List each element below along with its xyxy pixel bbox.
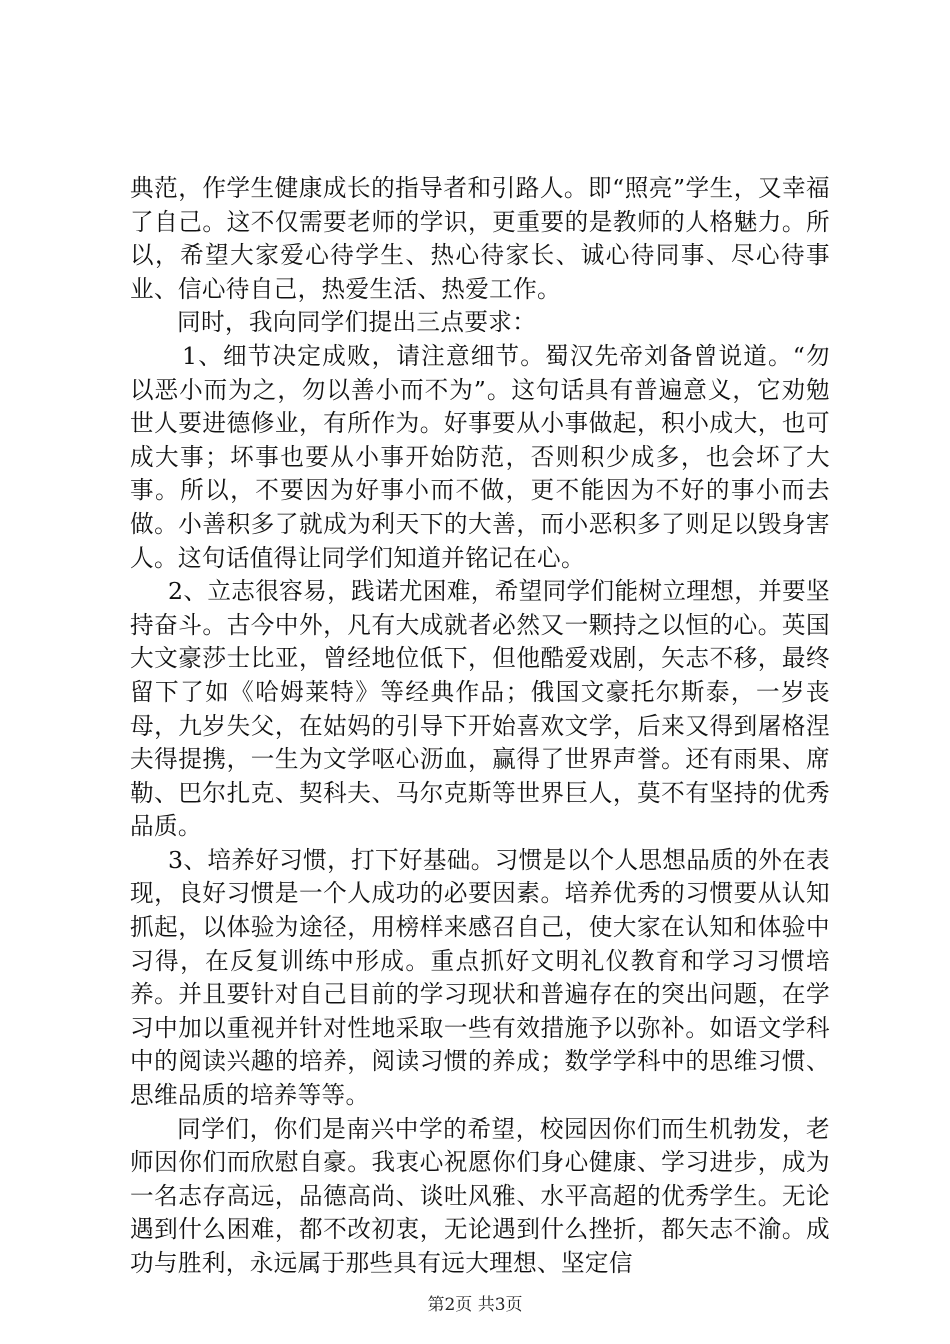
page-number-footer: 第2页 共3页 (427, 1295, 523, 1315)
paragraph-closing: 同学们，你们是南兴中学的希望，校园因你们而生机勃发，老师因你们而欣慰自豪。我衷心祝愿你们身心健康、学习进步，成为一名志存高远，品德高尚、谈吐风雅、水平高超的优秀学生。无论遇到什么困难，都不改初衷，无论遇到什么挫折，都矢志不渝。成功与胜利，永远属于那些具有远大理想、坚定信 (130, 1114, 830, 1277)
document-body (130, 172, 830, 1281)
paragraph-intro-requirements: 同时，我向同学们提出三点要求： (177, 308, 537, 337)
paragraph-requirement-3: 3、培养好习惯，打下好基础。习惯是以个人思想品质的外在表现，良好习惯是一个人成功的必要因素。培养优秀的习惯要从认知抓起，以体验为途径，用榜样来感召自己，使大家在认知和体验中习得，在反复训练中形成。重点抓好文明礼仪教育和学习习惯培养。并且要针对自己目前的学习现状和普遍存在的突出问题，在学习中加以重视并针对性地采取一些有效措施予以弥补。如语文学科中的阅读兴趣的培养，阅读习惯的养成；数学学科中的思维习惯、思维品质的培养等等。 (130, 845, 830, 1110)
paragraph-requirement-2: 2、立志很容易，践诺尤困难，希望同学们能树立理想，并要坚持奋斗。古今中外，凡有大成就者必然又一颗持之以恒的心。英国大文豪莎士比亚，曾经地位低下，但他酷爱戏剧，矢志不移，最终留下了如《哈姆莱特》等经典作品；俄国文豪托尔斯泰，一岁丧母，九岁失父，在姑妈的引导下开始喜欢文学，后来又得到屠格涅夫得提携，一生为文学呕心沥血，赢得了世界声誉。还有雨果、席勒、巴尔扎克、契科夫、马尔克斯等世界巨人，莫不有坚持的优秀品质。 (130, 577, 830, 841)
paragraph-requirement-1: 1、细节决定成败，请注意细节。蜀汉先帝刘备曾说道。“勿以恶小而为之，勿以善小而不为”。这句话具有普遍意义，它劝勉世人要进德修业，有所作为。好事要从小事做起，积小成大，也可成大事；坏事也要从小事开始防范，否则积少成多，也会坏了大事。所以，不要因为好事小而不做，更不能因为不好的事小而去做。小善积多了就成为利天下的大善，而小恶积多了则足以毁身害人。这句话值得让同学们知道并铭记在心。 (130, 341, 830, 572)
paragraph-continuation: 典范，作学生健康成长的指导者和引路人。即“照亮”学生，又幸福了自己。这不仅需要老师的学识，更重要的是教师的人格魅力。所以，希望大家爱心待学生、热心待家长、诚心待同事、尽心待事业、信心待自己，热爱生活、热爱工作。 (130, 174, 830, 303)
